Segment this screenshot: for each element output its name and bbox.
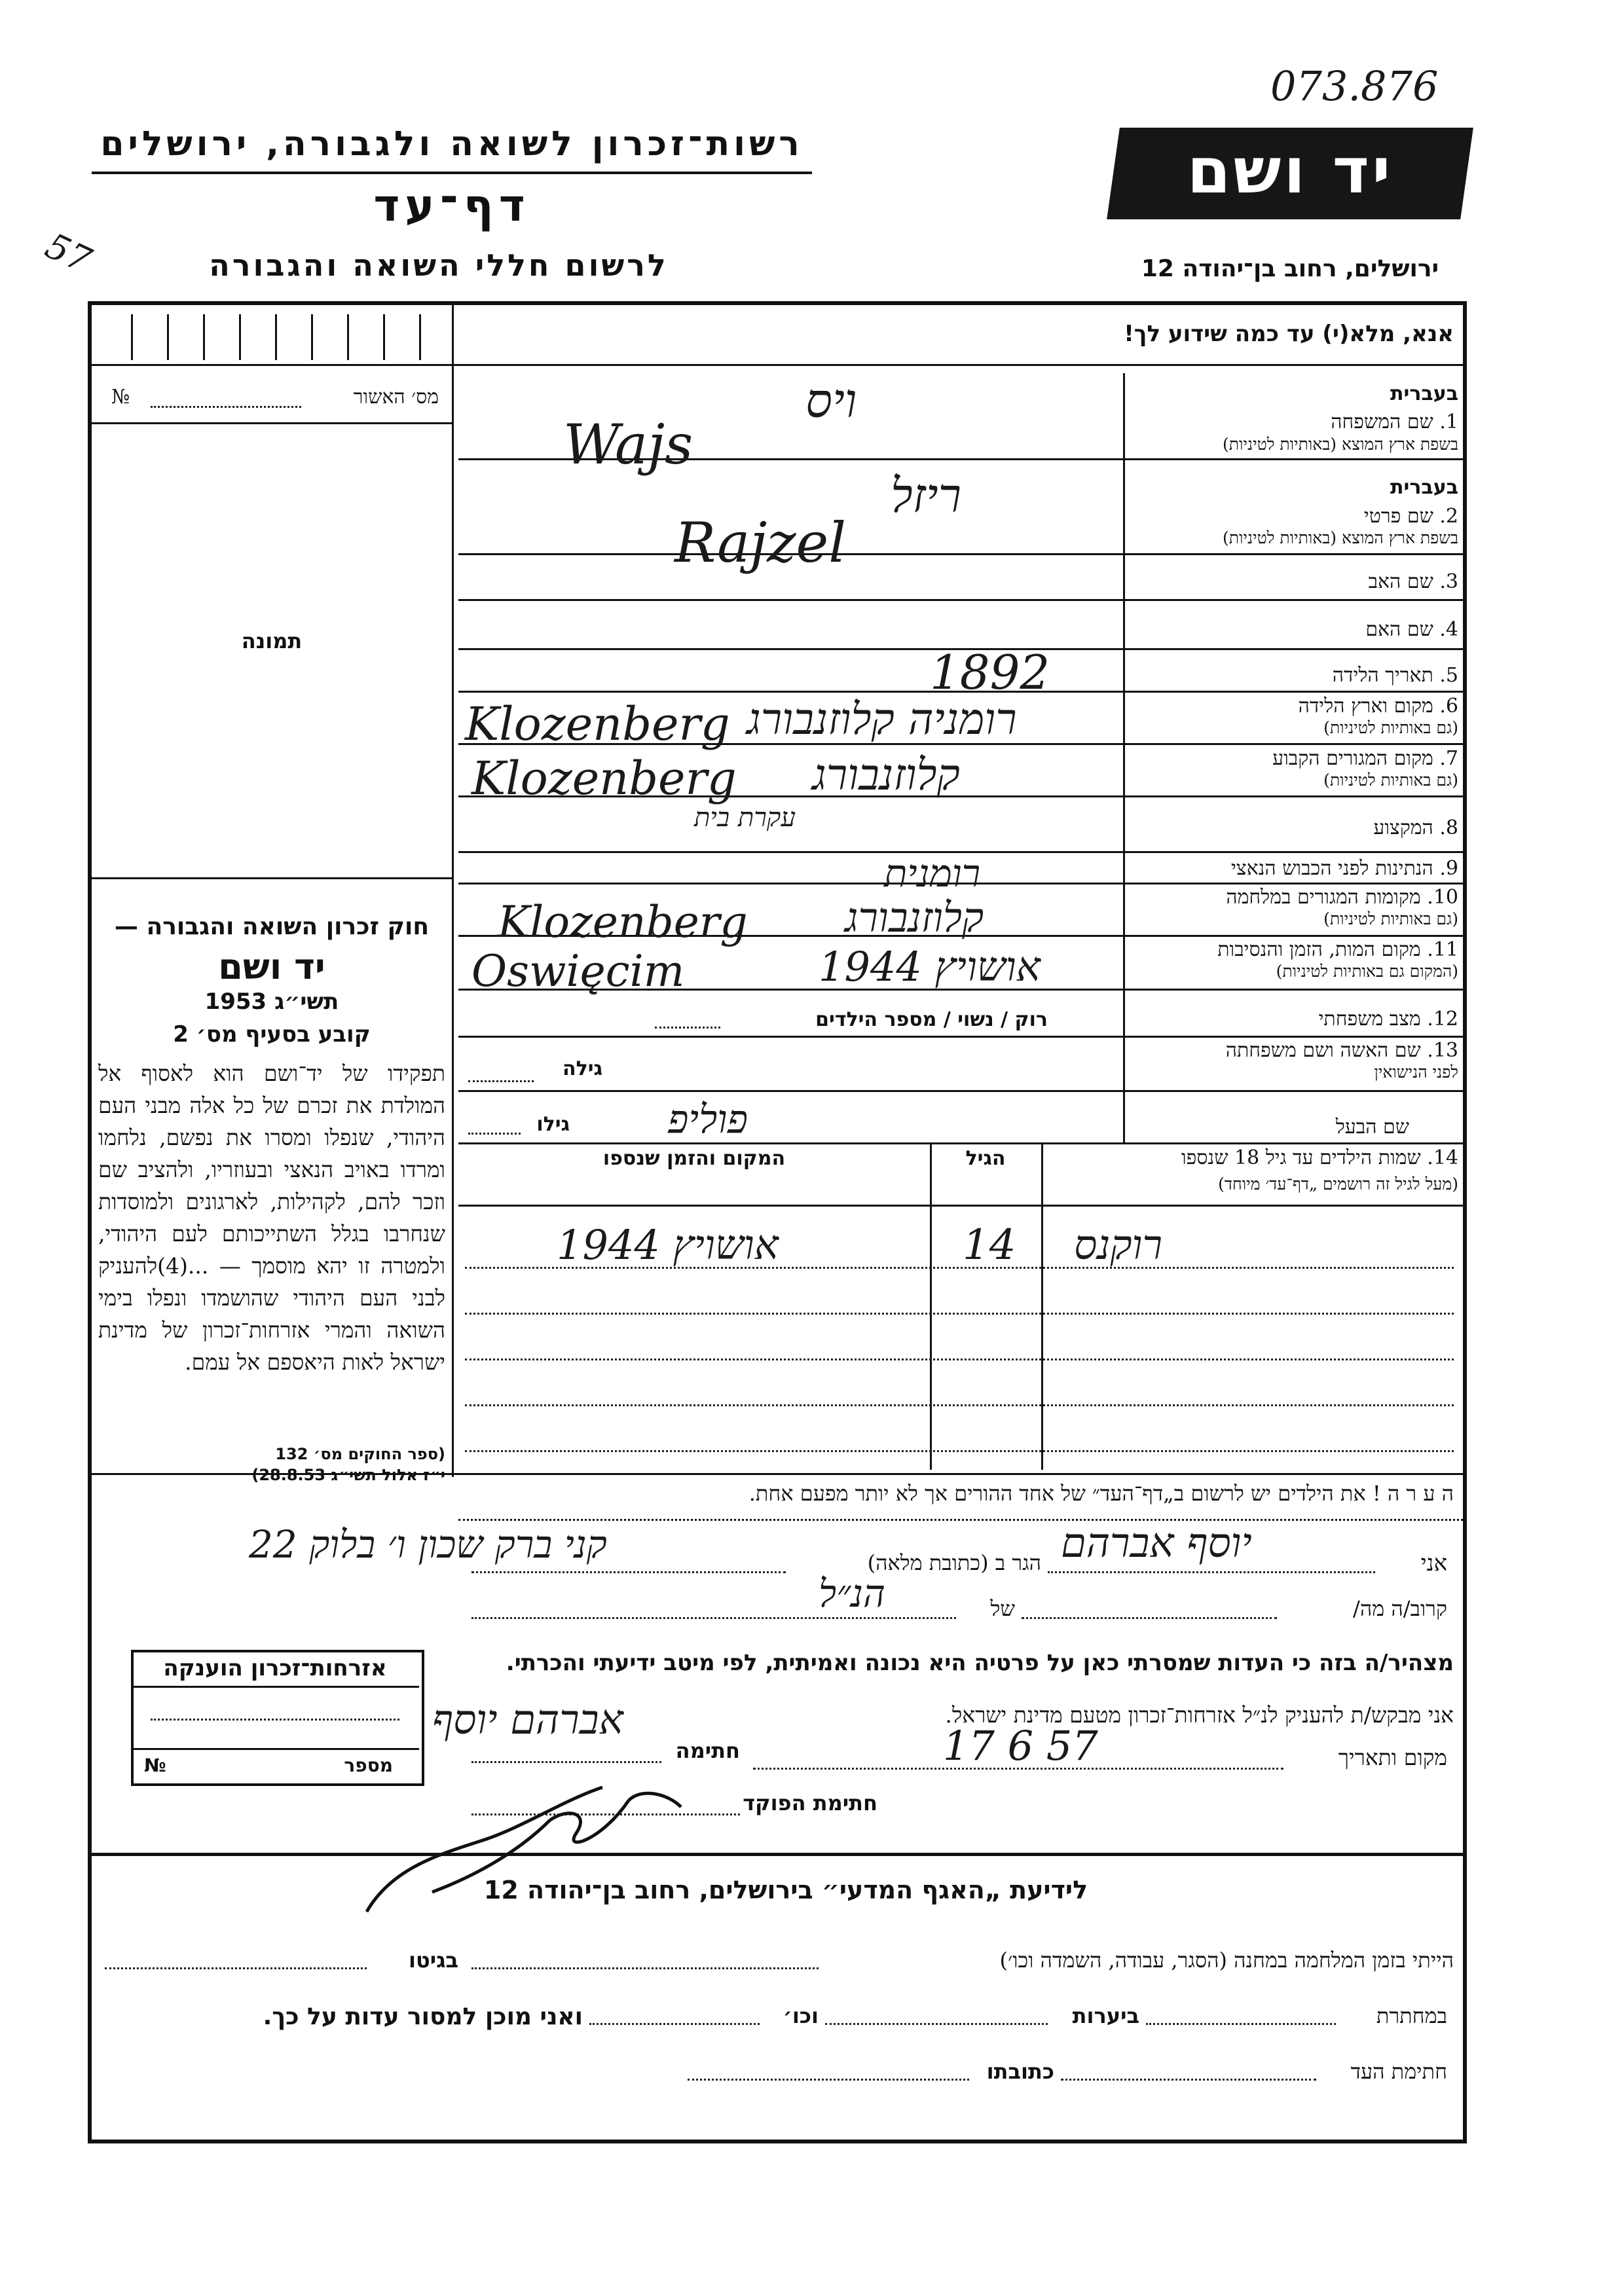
intro-text: אנא, מלא(י) עד כמה שידוע לך!	[1124, 321, 1454, 347]
children-sub: (מעל לגיל זה רושמים „דף־עד׳ מיוחד)	[1218, 1175, 1458, 1194]
page-subtitle: לרשום חללי השואה והגבורה	[209, 247, 669, 283]
law-reference: (ספר החוקים מס׳ 132 י״ז אלול תשי״ג 28.8.53)	[251, 1445, 445, 1484]
field-1-tag: בעברית	[1390, 382, 1458, 405]
field-9-label: 9. הנתינות לפני הכבוש הנאצי	[1231, 857, 1458, 880]
record-number: 073.876	[1270, 62, 1439, 110]
page-title: דף־עד	[373, 180, 530, 232]
science-camp: הייתי בזמן המלחמה במחנה (הסגר, עבודה, השמדה וכו׳)	[999, 1948, 1454, 1973]
field-3-label: 3. שם האב	[1368, 570, 1458, 593]
photo-label: תמונה	[241, 629, 303, 653]
hw-death-place-lat: Oswięcim	[471, 946, 685, 996]
field-1-label: 1. שם המשפחה	[1331, 410, 1458, 433]
hw-witness-address: קני ברק שכון ו׳ בלוק 22	[249, 1522, 607, 1567]
hw-birth-year: 1892	[930, 645, 1050, 700]
hw-birth-place-he: רומניה קלוזנבורג	[747, 694, 1017, 744]
field-2-tag: בעברית	[1390, 476, 1458, 499]
logo-text: יד ושם	[1187, 134, 1393, 208]
hw-child-name: רוקנס	[1074, 1221, 1162, 1269]
witness-request: אני מבקש/ת להעניק לנ״ל אזרחות־זכרון מטעם מדינת ישראל.	[945, 1702, 1454, 1728]
field-13-sub: לפני הנישואין	[1374, 1063, 1458, 1082]
hw-surname-he: ויס	[805, 373, 857, 428]
field-11-sub: (המקום גם באותיות לטיניות)	[1276, 962, 1458, 981]
hw-date-sign: 17 6 57	[943, 1722, 1098, 1770]
hw-witness-name: יוסף אברהם	[1061, 1519, 1252, 1567]
law-section: קובע בסעיף מס׳ 2	[173, 1021, 371, 1048]
field-6-sub: (גם באותיות לטיניות)	[1323, 718, 1458, 737]
science-signature: חתימת העד	[1350, 2059, 1447, 2084]
hw-child-place: אושויץ 1944	[557, 1221, 779, 1269]
field-11-label: 11. מקום המות, הזמן והנסיבות	[1217, 938, 1458, 961]
witness-relative-label: קרוב/ה מה/	[1353, 1596, 1447, 1621]
science-etc: וכו׳	[783, 2003, 819, 2028]
science-title: לידיעת „האגף המדעי״ בירושלים, רחוב בן־יהודה 12	[483, 1876, 1088, 1904]
hw-residence-lat: Klozenberg	[471, 752, 737, 805]
field-7-label: 7. מקום המגורים הקבוע	[1272, 747, 1458, 770]
children-col-place: המקום והזמן שנספו	[602, 1147, 786, 1170]
hw-surname-lat: Wajs	[563, 412, 693, 477]
science-address-label: כתובתו	[986, 2059, 1054, 2084]
husband-label: שם הבעל	[1335, 1116, 1409, 1139]
field-10-sub: (גם באותיות לטיניות)	[1323, 909, 1458, 928]
hw-death-place-he: אושויץ 1944	[819, 943, 1041, 991]
field-5-label: 5. תאריך הלידה	[1332, 664, 1458, 687]
law-logo: יד ושם	[218, 946, 325, 987]
hw-residence-he: קלוזנבורג	[812, 750, 960, 800]
hw-nationality: רומנית	[884, 851, 981, 896]
witness-ani: אני	[1420, 1550, 1447, 1576]
field-4-label: 4. שם האם	[1365, 618, 1458, 641]
hw-child-age: 14	[963, 1221, 1016, 1269]
law-year: תשי״ג 1953	[204, 989, 339, 1015]
science-forests: ביערות	[1072, 2003, 1139, 2028]
hw-first-lat: Rajzel	[674, 511, 847, 575]
field-2-label: 2. שם פרטי	[1363, 505, 1458, 528]
citizenship-title: אזרחות־זכרון הוענקה	[163, 1655, 387, 1681]
signature-label: חתימה	[675, 1738, 740, 1763]
hw-profession: עקרת בית	[694, 803, 796, 833]
header-address: ירושלים, רחוב בן־יהודה 12	[1141, 255, 1439, 282]
hw-birth-place-lat: Klozenberg	[465, 697, 730, 751]
children-col-age: הגיל	[965, 1147, 1006, 1170]
margin-number: 57	[39, 225, 98, 282]
field-12-label: 12. מצב משפחתי	[1318, 1008, 1458, 1030]
citizenship-number-mark: №	[144, 1755, 166, 1776]
field-7-sub: (גם באותיות לטיניות)	[1323, 771, 1458, 790]
field-8-label: 8. המקצוע	[1373, 816, 1458, 839]
science-ready: ואני מוכן למסור עדות על כך.	[263, 2003, 583, 2030]
place-date-label: מקום ותאריך	[1338, 1745, 1447, 1770]
hw-first-he: ריזל	[891, 468, 961, 523]
field-2-sub: בשפת ארץ המוצא (באותיות לטיניות)	[1223, 528, 1458, 547]
wife-age-label: גילה	[563, 1057, 602, 1080]
law-text: תפקידו של יד־ושם הוא לאסוף אל המולדת את זכרם של כל אלה מבני העם היהודי, שנפלו ומסרו את נפשם, נלחמו ומרדו באויב הנאצי ובעוזריו, ולהציב שם וזכר להם, לקהילות, לארגונים ולמוסדות שנחרבו בגלל השתייכותם לעם היהודי, ולמטרה זו יהא מוסמך — ...(4)להעניק לבני העם היהודי שהושמדו ונפלו בימי השואה והמרי אזרחות־זכרון של מדינת ישראל לאות היאספם אל עמם.	[98, 1061, 445, 1375]
science-underground: במחתרת	[1376, 2003, 1447, 2028]
children-label: 14. שמות הילדים עד גיל 18 שנספו	[1181, 1146, 1458, 1169]
hw-war-place-he: קלוזנבורג	[845, 894, 984, 941]
field-6-label: 6. מקום וארץ הלידה	[1298, 695, 1458, 718]
hw-relation: הנ״ל	[819, 1571, 886, 1616]
note-text: ה ע ר ה ! את הילדים יש לרשום ב„דף־העד״ של אחד ההורים אך לא יותר מפעם אחת.	[748, 1481, 1454, 1506]
husband-age-label: גילו	[536, 1113, 570, 1136]
certificate-label: מס׳ האשור	[353, 386, 439, 409]
hw-husband: פוליפ	[668, 1097, 748, 1142]
field-1-sub: בשפת ארץ המוצא (באותיות לטיניות)	[1223, 435, 1458, 454]
field-10-label: 10. מקומות המגורים במלחמה	[1226, 886, 1458, 909]
science-ghetto: בגיטו	[409, 1948, 458, 1973]
hw-place-sign: אברהם יוסף	[432, 1696, 623, 1743]
hw-war-place-lat: Klozenberg	[498, 897, 748, 947]
witness-resident-label: הגר ב (כתובת מלאה)	[867, 1550, 1041, 1575]
witness-of-label: של	[990, 1596, 1015, 1621]
official-signature-scrawl	[354, 1761, 694, 1918]
field-13-label: 13. שם האשה ושם משפחתה	[1225, 1039, 1458, 1062]
authority-line: רשות־זכרון לשואה ולגבורה, ירושלים	[100, 124, 803, 164]
marital-options: רוק / נשוי / מספר הילדים	[815, 1008, 1048, 1031]
official-signature-label: חתימת הפוקד	[743, 1791, 877, 1815]
citizenship-number-label: מספר	[344, 1755, 393, 1776]
witness-declaration: מצהיר/ה בזה כי העדות שמסרתי כאן על פרטיה היא נכונה ואמיתית, לפי מיטב ידיעתי והכרתי.	[506, 1650, 1454, 1676]
certificate-no: №	[111, 386, 130, 409]
law-title: חוק זכרון השואה והגבורה —	[114, 913, 430, 940]
